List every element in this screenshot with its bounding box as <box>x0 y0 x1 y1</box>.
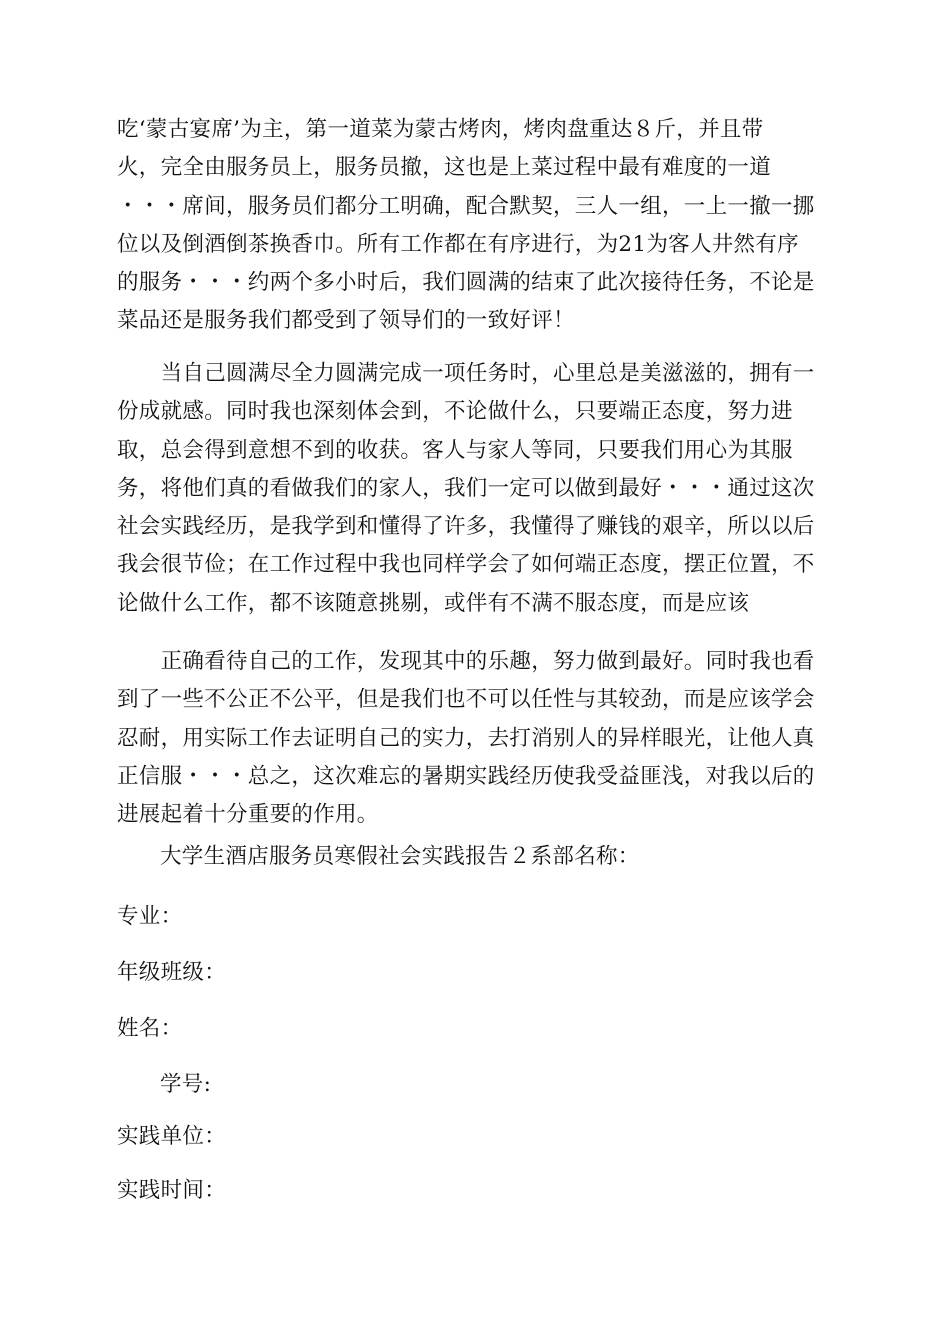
report-title-line: 大学生酒店服务员寒假社会实践报告２系部名称： <box>160 844 640 869</box>
body-paragraph-conclusion: 正确看待自己的工作，发现其中的乐趣，努力做到最好。同时我也看 到了一些不公正不公平，但是我们也不可以任性与其较劲，而是应该学会 忍耐，用实际工作去证明自己的实力，去打消别人的异样眼光，让他人真 正信服・・・总之，这次难忘的暑期实践经历使我受益匪浅，对我以后的 进展起着十分重要的作用。 <box>117 649 815 828</box>
field-name-label: 姓名： <box>117 1016 183 1041</box>
field-student-id-label: 学号: <box>160 1072 212 1097</box>
field-major-label: 专业： <box>117 904 183 929</box>
body-paragraph-achievement: 当自己圆满尽全力圆满完成一项任务时，心里总是美滋滋的，拥有一 份成就感。同时我也深刻体会到，不论做什么，只要端正态度，努力进 取，总会得到意想不到的收获。客人与家人等同，只要我们用心为其服 务，将他们真的看做我们的家人，我们一定可以做到最好・・・通过这次 社会实践经历，是我学到和懂得了许多，我懂得了赚钱的艰辛，所以以后 我会很节俭；在工作过程中我也同样学会了如何端正态度，摆正位置，不 论做什么工作，都不该随意挑剔，或伴有不满不服态度，而是应该 <box>117 361 815 616</box>
body-paragraph-banquet: 吃‘蒙古宴席’为主，第一道菜为蒙古烤肉，烤肉盘重达８斤，并且带 火，完全由服务员上，服务员撤，这也是上菜过程中最有难度的一道 ・・・席间，服务员们都分工明确，配合默契，三人一组，一上一撤一挪 位以及倒酒倒茶换香巾。所有工作都在有序进行，为21为客人井然有序 的服务・・・约两个多小时后，我们圆满的结束了此次接待任务，不论是 菜品还是服务我们都受到了领导们的一致好评！ <box>117 117 815 334</box>
field-unit-label: 实践单位： <box>117 1124 227 1149</box>
field-class-label: 年级班级： <box>117 960 227 985</box>
field-time-label: 实践时间： <box>117 1178 227 1203</box>
